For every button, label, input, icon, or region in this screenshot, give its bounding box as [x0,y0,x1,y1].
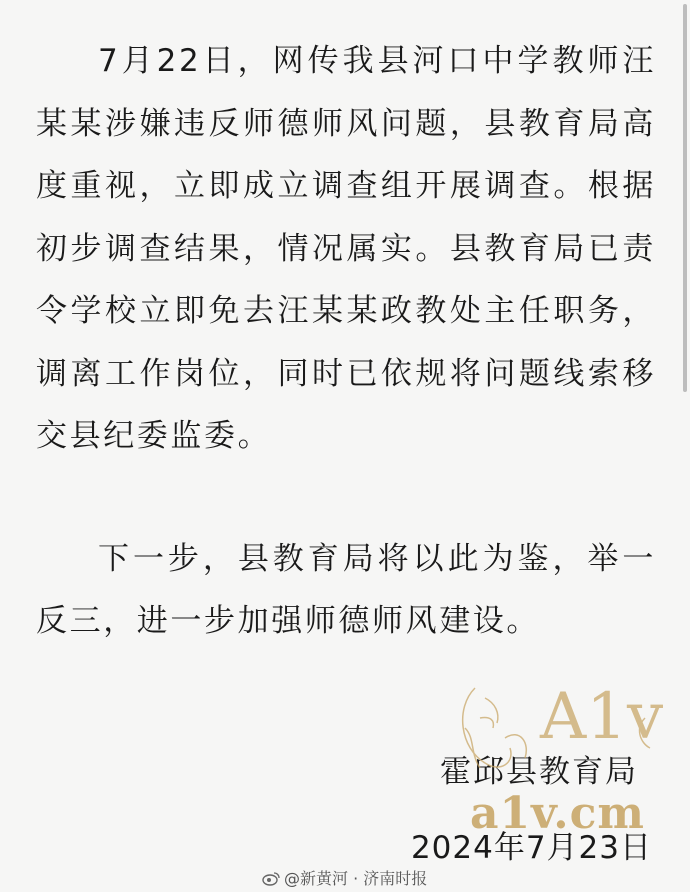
watermark-site: a1v.cm [470,788,645,839]
watermark-logo [445,668,665,788]
source-footer [262,866,427,889]
source-label: @新黄河 · 济南时报 [284,869,428,888]
weibo-icon [262,870,280,886]
paragraph-2: 下一步，县教育局将以此为鉴，举一反三，进一步加强师德师风建设。 [36,540,656,639]
watermark-logo-text: A1v [540,680,664,754]
issuer-signature: 霍邱县教育局 [440,754,638,790]
issue-date: 2024年7月23日 [410,830,652,866]
notice-body [36,30,656,653]
scrollbar[interactable] [683,4,687,392]
paragraph-1: 7月22日，网传我县河口中学教师汪某某涉嫌违反师德师风问题，县教育局高度重视，立即成立调查组开展调查。根据初步调查结果，情况属实。县教育局已责令学校立即免去汪某某政教处主任职务，调离工作岗位，同时已依规将问题线索移交县纪委监委。 [36,43,656,454]
